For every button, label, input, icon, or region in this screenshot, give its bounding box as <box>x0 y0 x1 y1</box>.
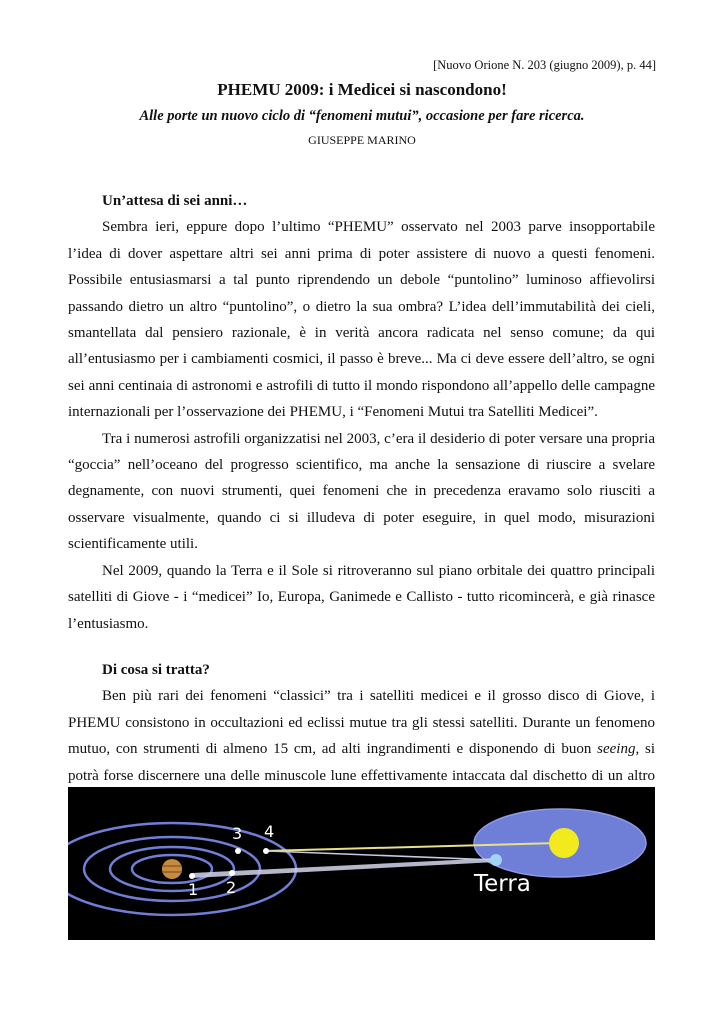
jupiter-band <box>162 865 182 867</box>
jupiter <box>162 859 182 879</box>
label-moon-2: 2 <box>226 878 237 897</box>
moon-4 <box>263 848 269 854</box>
sun <box>549 828 579 858</box>
paragraph: Sembra ieri, eppure dopo l’ultimo “PHEMU” osservato nel 2003 parve insopportabile l’idea di dover aspettare altri sei anni prima di poter assistere di nuovo a questi fenomeni. Possibile entusiasmarsi a tal punto riprendendo un debole “puntolino” luminoso affievolirsi passando dietro un altro “puntolino”, o dietro la sua ombra? L’idea dell’immutabilità dei cieli, smantellata dal pensiero razionale, è in verità ancora radicata nel senso comune; da qui all’entusiasmo per i cambiamenti cosmici, il passo è breve... Ma ci deve essere dell’altro, se ogni sei anni centinaia di astronomi e astrofili di tutto il mondo rispondono all’appello delle campagne internazionali per l’osservazione dei PHEMU, i “Fenomeni Mutui tra Satelliti Medicei”. <box>68 219 655 421</box>
seeing-term: seeing <box>597 741 636 758</box>
article-body <box>68 188 655 815</box>
paragraph: Tra i numerosi astrofili organizzatisi nel 2003, c’era il desiderio di poter versare una propria “goccia” nell’oceano del progresso scientifico, ma anche la sensazione di riuscire a svelare degnamente, con nuovi strumenti, quei fenomeni che in precedenza eravamo solo riusciti a osservare visualmente, quando ci si illudeva di poter eseguire, in quel modo, misurazioni scientificamente utili. <box>68 430 655 553</box>
moon-3 <box>235 848 241 854</box>
section-heading-what-is-it: Di cosa si tratta? <box>102 661 210 678</box>
section-heading-waiting: Un’attesa di sei anni… <box>102 193 248 209</box>
article-subtitle: Alle porte un nuovo ciclo di “fenomeni mutui”, occasione per fare ricerca. <box>139 108 585 124</box>
author-name: GIUSEPPE MARINO <box>308 133 416 147</box>
figure-1 <box>68 787 655 940</box>
label-earth: Terra <box>474 871 531 897</box>
moon-1 <box>189 873 195 879</box>
mutual-phenomena-diagram <box>68 787 655 940</box>
moon-2 <box>229 870 235 876</box>
paragraph-text: Ben più rari dei fenomeni “classici” tra i satelliti medicei e il grosso disco di Giove, i PHEMU consistono in occultazioni ed eclissi mutue tra gli stessi satelliti. Durante un fenomeno mutuo, con strumenti di almeno 15 cm, ad alti ingrandimenti e disponendo di buon <box>68 688 655 758</box>
jupiter-band <box>162 871 182 873</box>
paragraph-text: , si potrà forse discernere una delle minuscole lune effettivamente intaccata dal dischetto di un altro <box>68 741 656 784</box>
earth <box>490 854 502 866</box>
label-moon-3: 3 <box>232 824 243 843</box>
citation: [Nuovo Orione N. 203 (giugno 2009), p. 44] <box>433 58 656 72</box>
paragraph: Nel 2009, quando la Terra e il Sole si ritroveranno sul piano orbitale dei quattro principali satelliti di Giove - i “medicei” Io, Europa, Ganimede e Callisto - tutto ricomincerà, e già rinasce l’entusiasmo. <box>68 562 655 632</box>
label-moon-1: 1 <box>188 880 199 899</box>
label-moon-4: 4 <box>264 822 275 841</box>
article-title: PHEMU 2009: i Medicei si nascondono! <box>217 80 507 99</box>
